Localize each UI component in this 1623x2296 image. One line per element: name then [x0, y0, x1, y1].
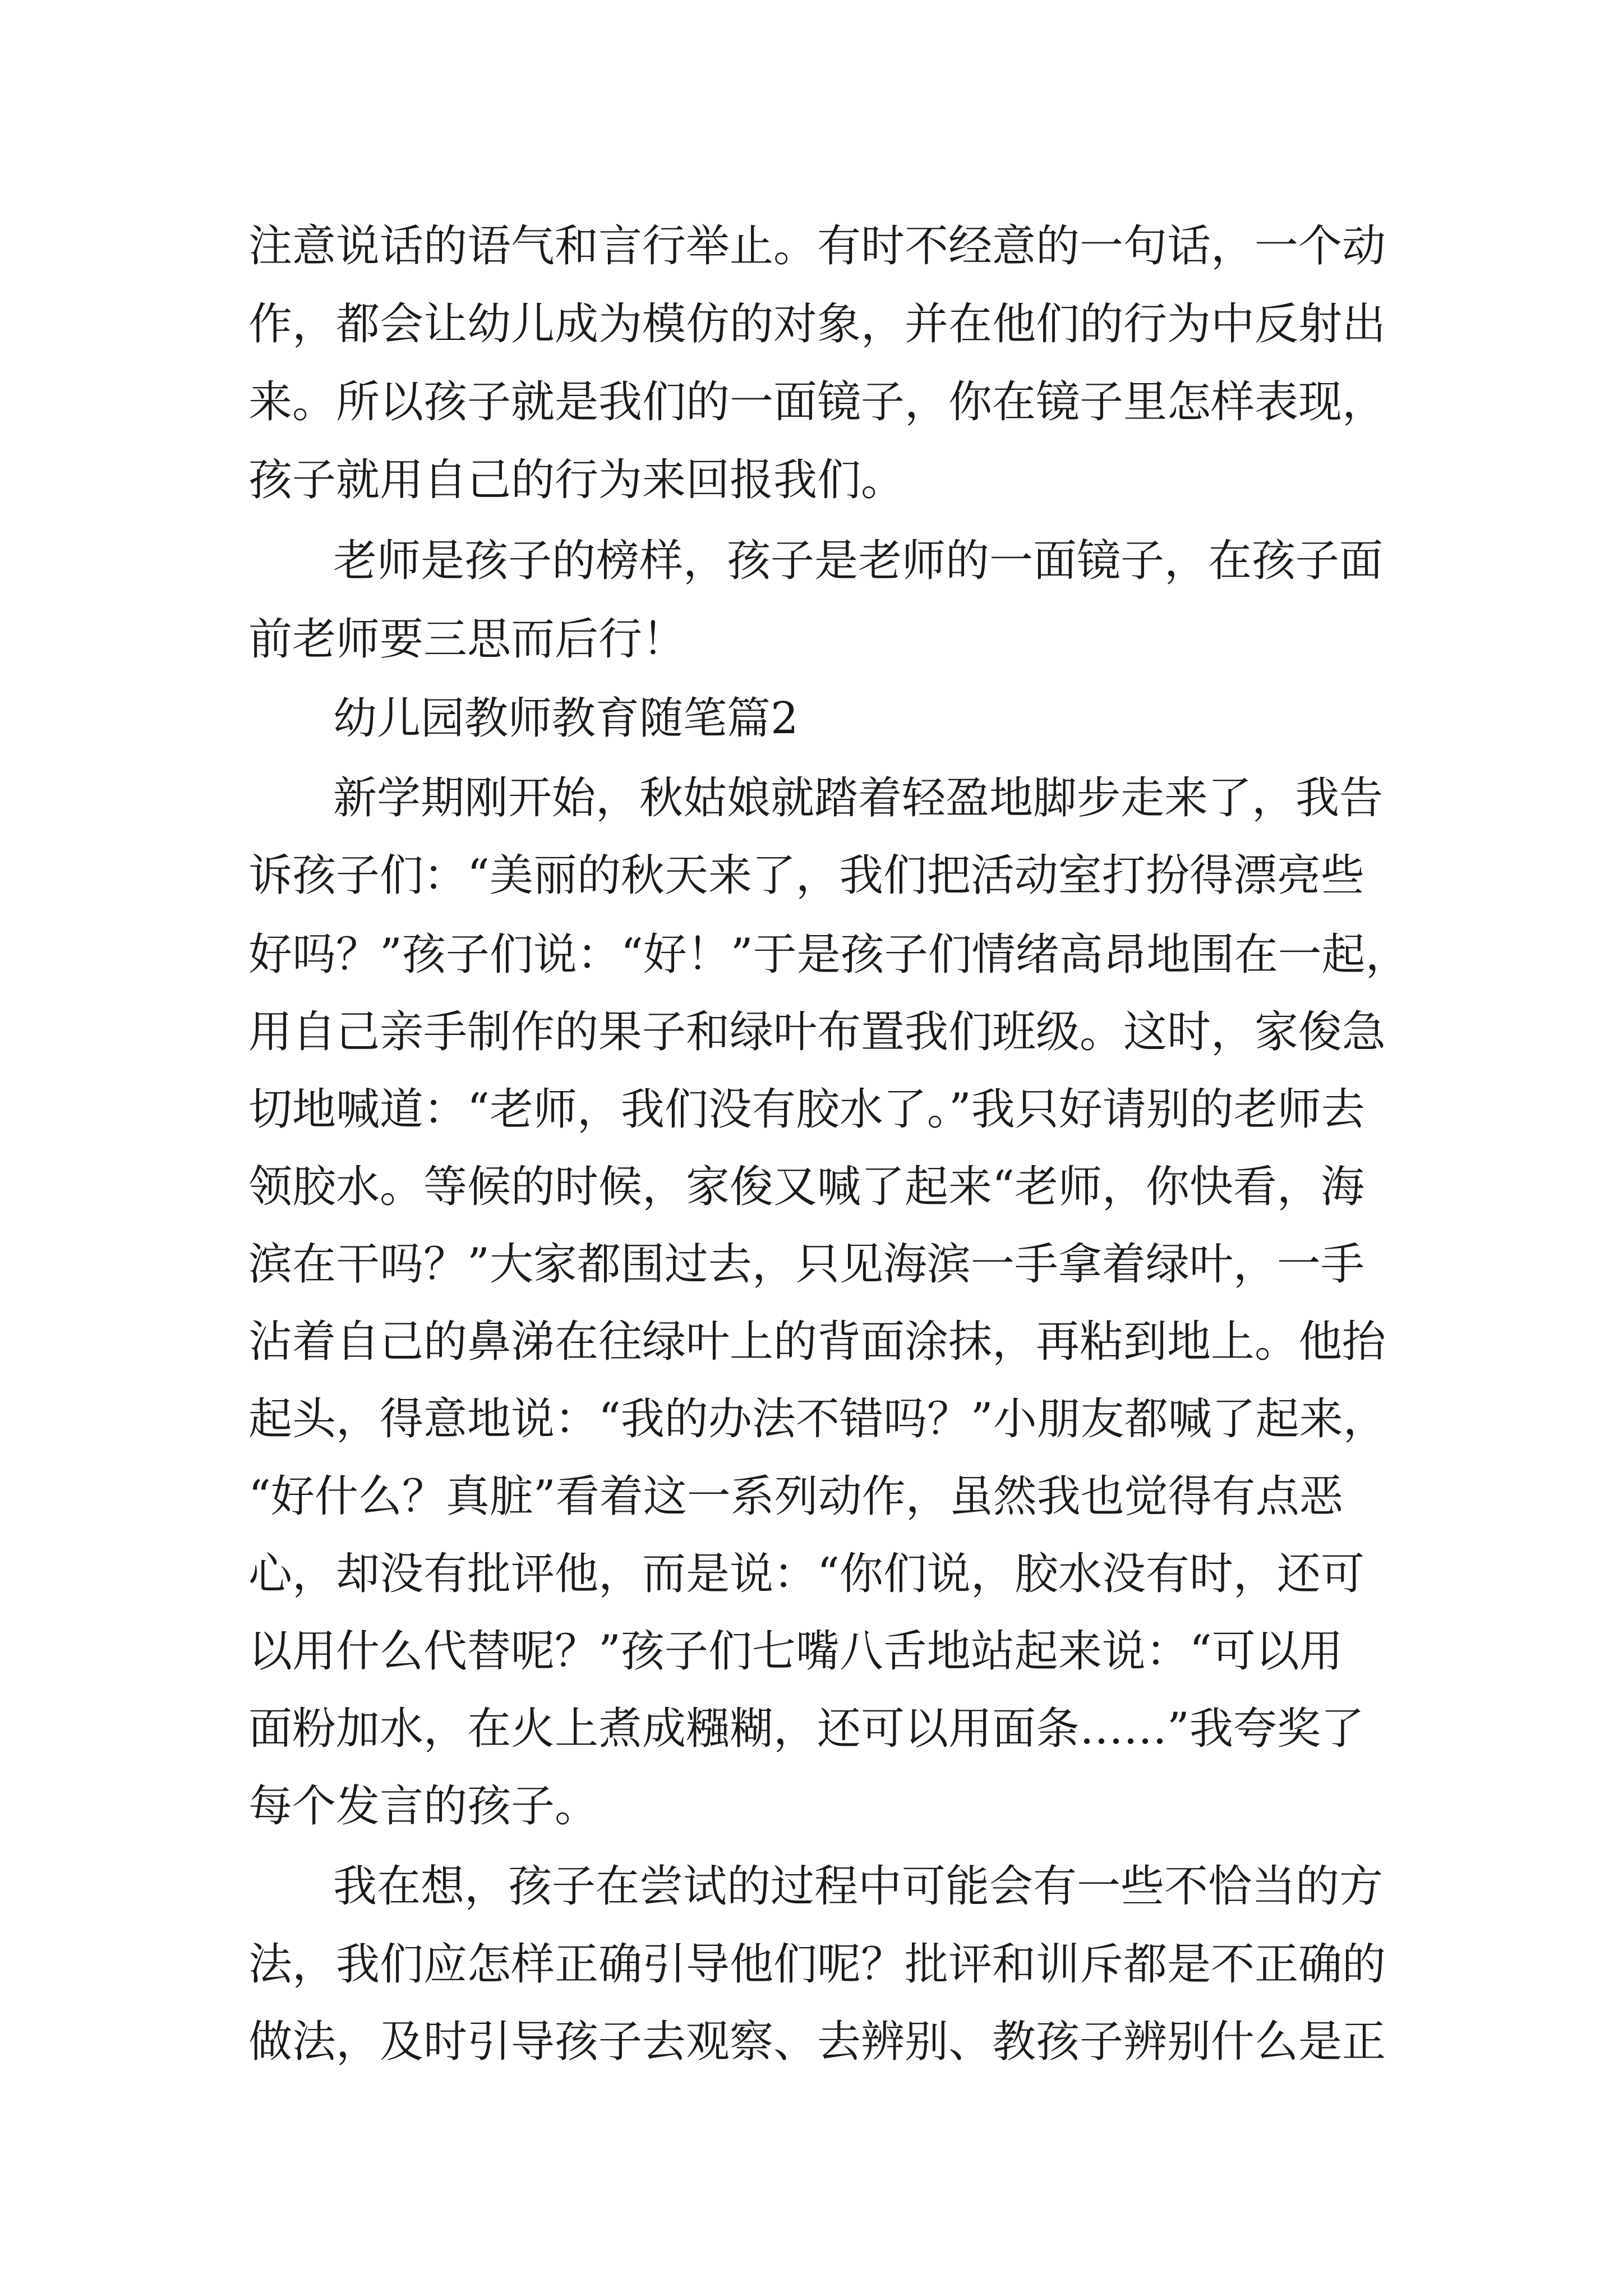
body-text-line: 面粉加水，在火上煮成糨糊，还可以用面条……”我夸奖了: [248, 1704, 1364, 1754]
section-heading: 幼儿园教师教育随笔篇2: [333, 693, 799, 744]
body-text-line: 孩子就用自己的行为来回报我们。: [248, 455, 905, 505]
body-text-line: 以用什么代替呢？”孩子们七嘴八舌地站起来说：“可以用: [248, 1626, 1343, 1677]
body-text-line: 切地喊道：“老师，我们没有胶水了。”我只好请别的老师去: [248, 1084, 1365, 1135]
body-text-line: 法，我们应怎样正确引导他们呢？批评和训斥都是不正确的: [248, 1939, 1386, 1990]
body-text-line: 领胶水。等候的时候，家俊又喊了起来“老师，你快看，海: [248, 1162, 1364, 1212]
body-text-line: 我在想，孩子在尝试的过程中可能会有一些不恰当的方: [333, 1861, 1384, 1912]
body-text-line: “好什么？真脏”看着这一系列动作，虽然我也觉得有点恶: [248, 1471, 1343, 1522]
body-text-line: 注意说话的语气和言行举止。有时不经意的一句话，一个动: [248, 221, 1386, 272]
body-text-line: 诉孩子们：“美丽的秋天来了，我们把活动室打扮得漂亮些: [248, 850, 1364, 901]
body-text-line: 来。所以孩子就是我们的一面镜子，你在镜子里怎样表现，: [248, 377, 1386, 427]
body-text-line: 滨在干吗？”大家都围过去，只见海滨一手拿着绿叶，一手: [248, 1239, 1364, 1290]
body-text-line: 好吗？”孩子们说：“好！”于是孩子们情绪高昂地围在一起，: [248, 930, 1409, 980]
body-text-line: 用自己亲手制作的果子和绿叶布置我们班级。这时，家俊急: [248, 1007, 1386, 1057]
body-text-line: 沾着自己的鼻涕在往绿叶上的背面涂抹，再粘到地上。他抬: [248, 1317, 1386, 1367]
body-text-line: 作，都会让幼儿成为模仿的对象，并在他们的行为中反射出: [248, 299, 1386, 349]
body-text-line: 每个发言的孩子。: [248, 1781, 599, 1832]
body-text-line: 前老师要三思而后行！: [248, 614, 686, 665]
body-text-line: 起头，得意地说：“我的办法不错吗？”小朋友都喊了起来，: [248, 1394, 1387, 1444]
body-text-line: 做法，及时引导孩子去观察、去辨别、教孩子辨别什么是正: [248, 2017, 1386, 2067]
body-text-line: 老师是孩子的榜样，孩子是老师的一面镜子，在孩子面: [333, 536, 1384, 586]
body-text-line: 心，却没有批评他，而是说：“你们说，胶水没有时，还可: [248, 1549, 1364, 1599]
body-text-line: 新学期刚开始，秋姑娘就踏着轻盈地脚步走来了，我告: [333, 773, 1384, 823]
